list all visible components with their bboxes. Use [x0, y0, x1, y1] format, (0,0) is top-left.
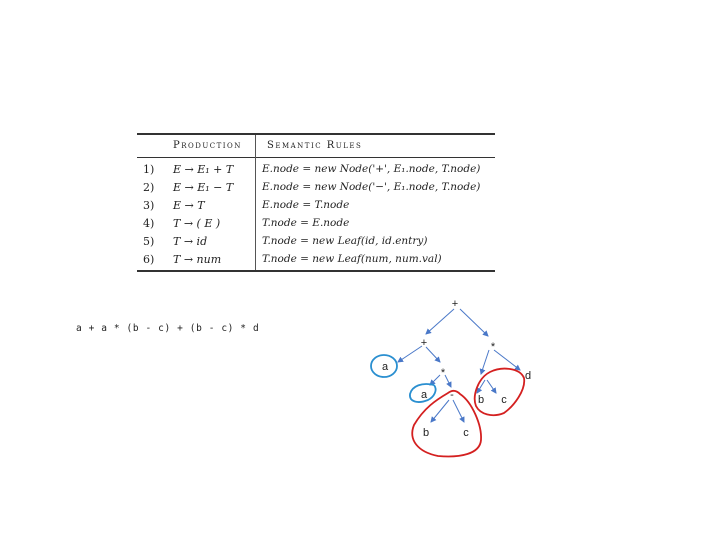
table-row — [137, 196, 495, 215]
row-production: T → id — [173, 235, 208, 248]
node-leaf-d: d — [524, 370, 532, 382]
edge — [453, 400, 464, 422]
node-leaf-a2: a — [420, 389, 428, 401]
node-leaf-b1: b — [477, 394, 485, 406]
expression-text: a + a * (b - c) + (b - c) * d — [76, 323, 260, 334]
row-number: 4) — [143, 217, 155, 230]
row-number: 5) — [143, 235, 155, 248]
header-semantic-rules: Semantic Rules — [267, 140, 363, 151]
edge — [494, 350, 520, 370]
row-production: E → E₁ − T — [173, 181, 234, 194]
edge — [445, 375, 451, 387]
row-number: 2) — [143, 181, 155, 194]
edge — [398, 346, 422, 362]
row-semantic-rule: E.node = new Node('+', E₁.node, T.node) — [262, 163, 481, 175]
edge — [487, 380, 496, 393]
edge — [460, 309, 488, 336]
syntax-dag — [360, 290, 540, 470]
table-row — [137, 250, 495, 269]
row-production: T → num — [173, 253, 222, 266]
row-semantic-rule: T.node = new Leaf(num, num.val) — [262, 253, 442, 265]
row-semantic-rule: E.node = new Node('−', E₁.node, T.node) — [262, 181, 481, 193]
node-leaf-c2: c — [463, 427, 469, 439]
table-top-rule — [137, 133, 495, 135]
row-number: 6) — [143, 253, 155, 266]
row-semantic-rule: E.node = T.node — [262, 199, 350, 211]
header-production: Production — [173, 140, 242, 151]
node-left-plus: + — [420, 337, 428, 349]
edge — [430, 375, 440, 385]
edge — [481, 350, 489, 374]
edge — [426, 309, 454, 334]
row-production: E → T — [173, 199, 205, 212]
node-mid-star: * — [440, 367, 446, 379]
edge — [426, 347, 440, 362]
table-header-rule — [137, 157, 495, 158]
table-bottom-rule — [137, 270, 495, 272]
node-right-star: * — [490, 341, 496, 353]
table-row — [137, 178, 495, 197]
row-production: E → E₁ + T — [173, 163, 234, 176]
table-row — [137, 214, 495, 233]
row-production: T → ( E ) — [173, 217, 221, 230]
row-number: 3) — [143, 199, 155, 212]
node-leaf-b2: b — [422, 427, 430, 439]
sdd-table — [137, 133, 495, 272]
node-root-plus: + — [451, 298, 459, 310]
node-minus: - — [450, 389, 454, 401]
row-number: 1) — [143, 163, 155, 176]
node-leaf-c1: c — [501, 394, 507, 406]
node-leaf-a: a — [381, 361, 389, 373]
red-circle-right-subtree — [475, 369, 524, 416]
table-row — [137, 160, 495, 179]
row-semantic-rule: T.node = E.node — [262, 217, 350, 229]
row-semantic-rule: T.node = new Leaf(id, id.entry) — [262, 235, 428, 247]
table-row — [137, 232, 495, 251]
